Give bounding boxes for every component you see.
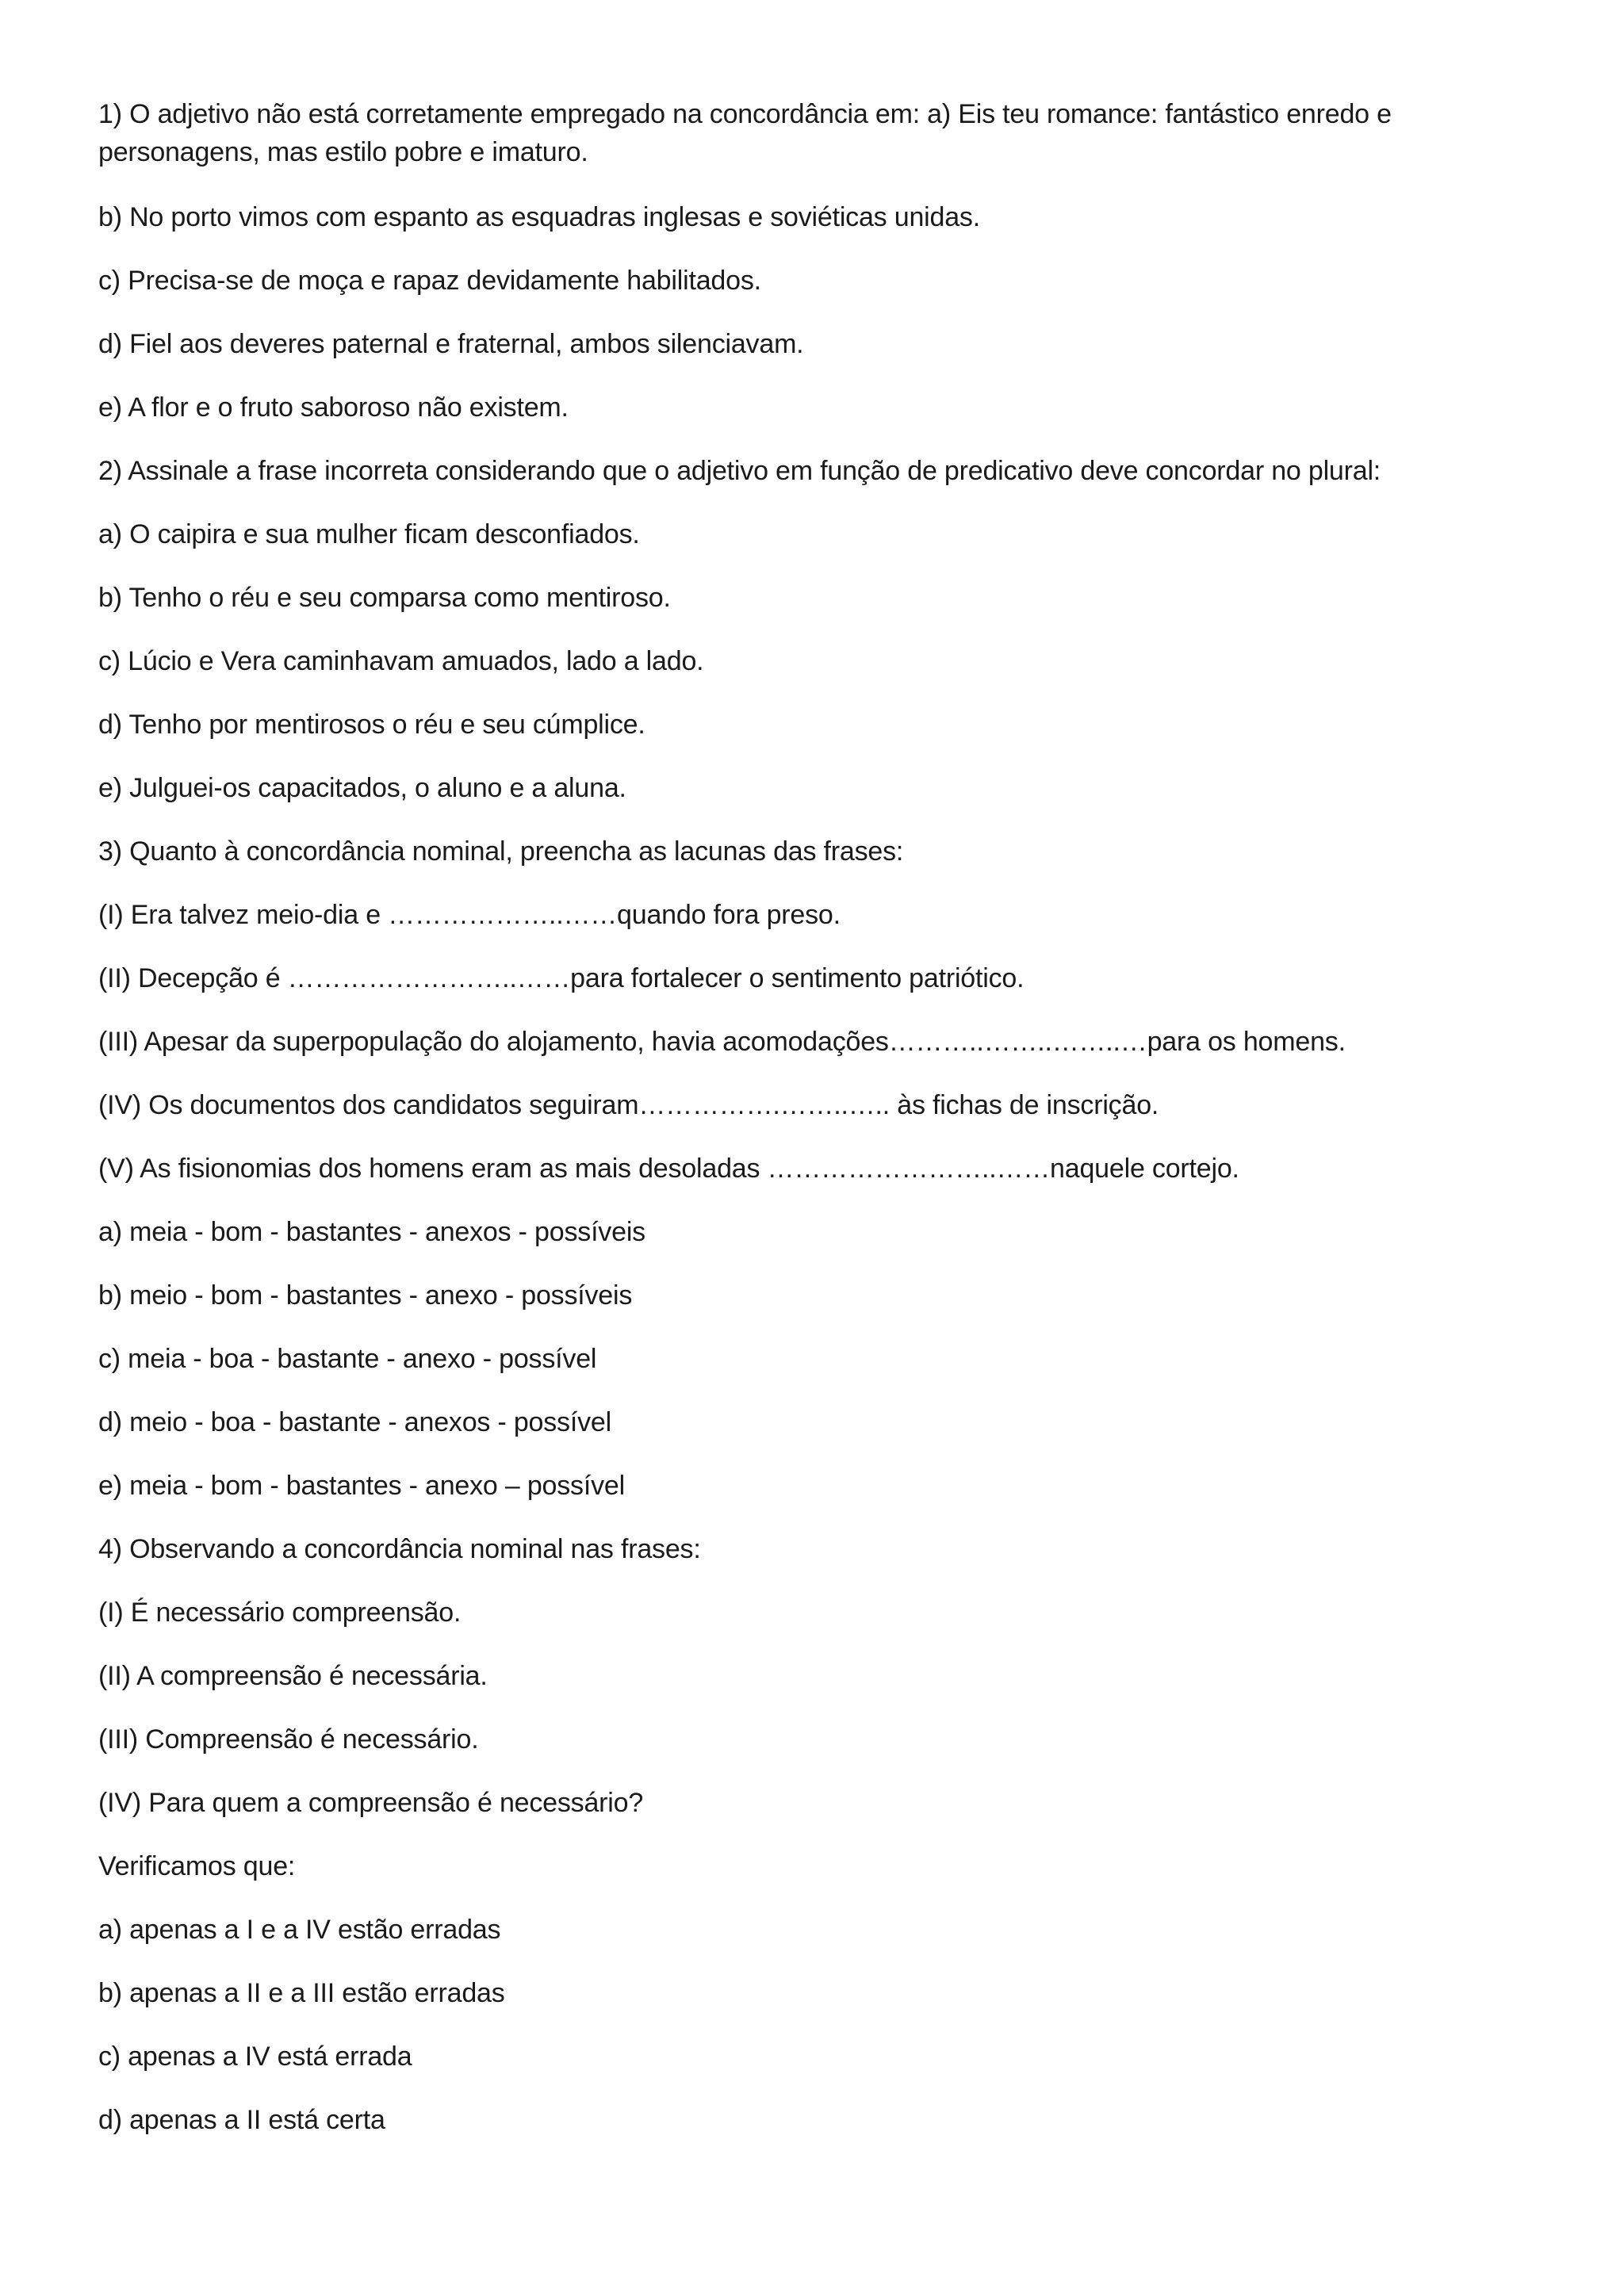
question-3-sentence-iv: (IV) Os documentos dos candidatos seguiram…………….……..….. às fichas de inscrição.	[98, 1090, 1159, 1120]
question-1-option-e: e) A flor e o fruto saboroso não existem.	[98, 392, 569, 423]
question-4-sentence-iv: (IV) Para quem a compreensão é necessário?	[98, 1788, 644, 1818]
question-4-sentence-i: (I) É necessário compreensão.	[98, 1598, 462, 1628]
question-1-stem: 1) O adjetivo não está corretamente empregado na concordância em: a) Eis teu romance: fantástico enredo e personagens, mas estilo pobre e imaturo.	[98, 99, 1392, 167]
question-4-option-c: c) apenas a IV está errada	[98, 2042, 412, 2072]
question-3-sentence-i: (I) Era talvez meio-dia e ………………..……quando fora preso.	[98, 900, 841, 930]
question-2-option-e: e) Julguei-os capacitados, o aluno e a aluna.	[98, 773, 626, 803]
question-2-stem: 2) Assinale a frase incorreta considerando que o adjetivo em função de predicativo deve concordar no plural:	[98, 456, 1381, 486]
question-3-sentence-iii: (III) Apesar da superpopulação do alojamento, havia acomodações………..……..……..…para os homens.	[98, 1027, 1346, 1057]
question-3-sentence-ii: (II) Decepção é ……………………..……para fortalecer o sentimento patriótico.	[98, 963, 1025, 993]
question-3-stem: 3) Quanto à concordância nominal, preencha as lacunas das frases:	[98, 836, 904, 867]
question-1-option-c: c) Precisa-se de moça e rapaz devidamente habilitados.	[98, 266, 761, 296]
question-4-stem: 4) Observando a concordância nominal nas frases:	[98, 1534, 701, 1564]
question-4-sentence-ii: (II) A compreensão é necessária.	[98, 1661, 488, 1691]
question-4-option-b: b) apenas a II e a III estão erradas	[98, 1978, 505, 2008]
question-3-option-d: d) meio - boa - bastante - anexos - possível	[98, 1407, 611, 1437]
question-2-option-b: b) Tenho o réu e seu comparsa como mentiroso.	[98, 583, 671, 613]
question-1-option-b: b) No porto vimos com espanto as esquadras inglesas e soviéticas unidas.	[98, 202, 980, 232]
question-3-option-e: e) meia - bom - bastantes - anexo – possível	[98, 1471, 625, 1501]
question-1-option-d: d) Fiel aos deveres paternal e fraternal, ambos silenciavam.	[98, 329, 804, 359]
question-2-option-a: a) O caipira e sua mulher ficam desconfiados.	[98, 519, 640, 549]
question-3-option-b: b) meio - bom - bastantes - anexo - possíveis	[98, 1280, 633, 1311]
question-2-option-d: d) Tenho por mentirosos o réu e seu cúmplice.	[98, 710, 645, 740]
question-3-option-a: a) meia - bom - bastantes - anexos - possíveis	[98, 1217, 645, 1247]
question-4-prompt: Verificamos que:	[98, 1851, 296, 1881]
question-2-option-c: c) Lúcio e Vera caminhavam amuados, lado a lado.	[98, 646, 704, 676]
document-body	[98, 95, 1526, 2164]
question-3-sentence-v: (V) As fisionomias dos homens eram as mais desoladas ……………………..……naquele cortejo.	[98, 1154, 1239, 1184]
question-4-option-a: a) apenas a I e a IV estão erradas	[98, 1915, 501, 1945]
question-3-option-c: c) meia - boa - bastante - anexo - possível	[98, 1344, 597, 1374]
question-4-option-d: d) apenas a II está certa	[98, 2105, 385, 2135]
question-4-sentence-iii: (III) Compreensão é necessário.	[98, 1724, 479, 1755]
